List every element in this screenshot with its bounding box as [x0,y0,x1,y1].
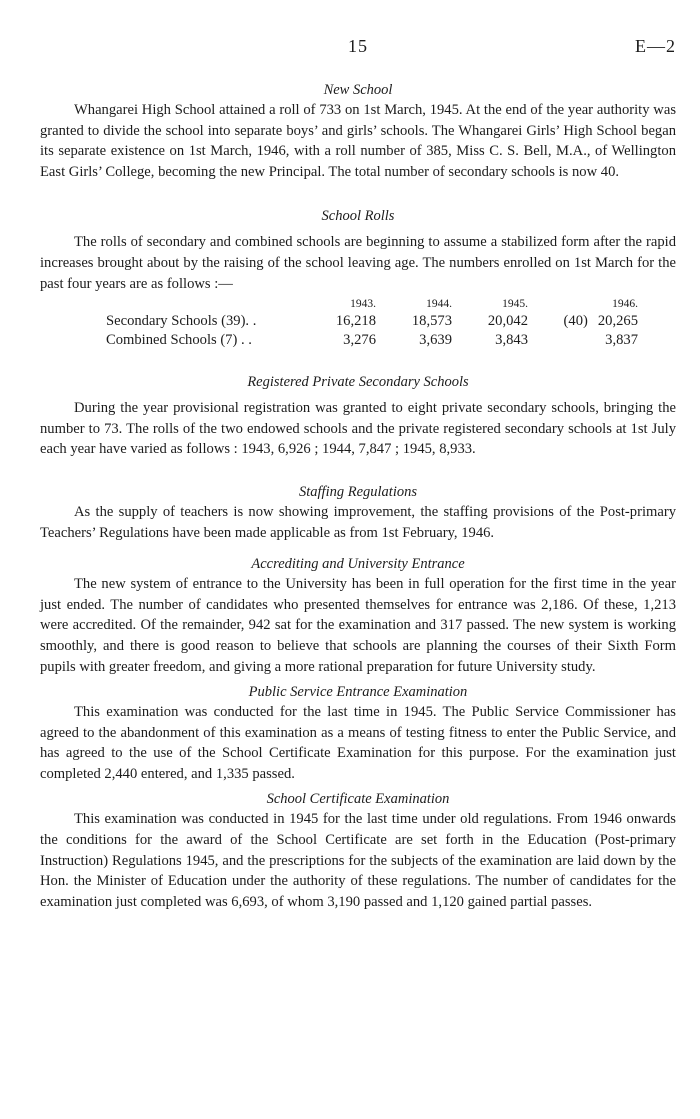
table-cell: 16,218 [335,313,376,330]
column-header-1943: 1943. [350,298,376,311]
paragraph-new-school: Whangarei High School attained a roll of 733 on 1st March, 1945. At the end of the year authority was granted to divide the school into separate boys’ and girls’ schools. The Whangarei Girls’ High School began its separate existence on 1st March, 1946, with a roll number of 385, Miss C. S. Bell, M.A., of Wellington East Girls’ College, becoming the new Principal. The total number of secondary schools is now 40. [40,102,676,180]
table-cell: 18,573 [411,313,452,330]
section-school-rolls [40,194,676,350]
paragraph-registered-private: During the year provisional registration was granted to eight private secondary schools, bringing the number to 73. The rolls of the two endowed schools and the private registered secondary schools at 1st July each year have varied as follows : 1943, 6,926 ; 1944, 7,847 ; 1945, 8,933. [40,400,676,458]
paragraph-accrediting: The new system of entrance to the University has been in full operation for the first time in the year just ended. The number of candidates who presented themselves for entrance was 2,186. Of these, 1,213 were accredited. Of the remainder, 942 sat for the examination and 317 passed. The new system is working smoothly, and there is good reason to believe that schools are planning the courses of their Sixth Form pupils with greater freedom, and giving a more rational preparation for future University study. [40,576,676,675]
paragraph-staffing: As the supply of teachers is now showing improvement, the staffing provisions of the Post-primary Teachers’ Regulations have been made applicable as from 1st February, 1946. [40,503,676,541]
table-row-secondary-schools [106,312,644,331]
column-header-1944: 1944. [426,298,452,311]
column-header-1945: 1945. [502,298,528,311]
section-heading-new-school: New School [323,82,393,98]
paragraph-school-rolls: The rolls of secondary and combined schools are beginning to assume a stabilized form after the rapid increases brought about by the raising of the school leaving age. The numbers enrolled on 1st March for the past four years are as follows :— [40,234,676,292]
section-staffing-regulations [40,470,676,543]
column-header-1946: 1946. [612,298,638,311]
table-cell: 20,042 [487,313,528,330]
section-accrediting [40,548,676,677]
section-heading-school-certificate: School Certificate Examination [266,791,450,808]
table-cell [534,312,644,331]
row-label: Secondary Schools (39). . [106,313,257,330]
rolls-table [106,296,644,350]
section-heading-public-service: Public Service Entrance Examination [248,684,468,701]
section-public-service-exam [40,682,676,784]
document-page [40,36,676,912]
table-cell: 3,639 [419,332,452,349]
table-row-combined-schools [106,331,644,350]
section-heading-accrediting: Accrediting and University Entrance [251,556,465,573]
page-header [40,36,676,64]
table-cell: 3,276 [343,332,376,349]
rolls-table-header-row [106,296,644,312]
paragraph-school-certificate: This examination was conducted in 1945 for the last time under old regulations. From 1946 onwards the conditions for the award of the School Certificate are set forth in the Education (Post-primary Instruction) Regulations 1945, and the prescriptions for the subjects of the examination are laid down by the Hon. the Minister of Education under the authority of these regulations. The number of candidates for the examination just completed was 6,693, of whom 3,190 passed and 1,120 gained partial passes. [40,811,676,910]
document-code: E—2 [635,36,676,56]
section-heading-school-rolls: School Rolls [321,208,395,225]
table-cell [534,331,644,350]
section-new-school [40,80,676,182]
section-registered-private-schools [40,360,676,460]
school-count-note: (40) [563,313,588,330]
paragraph-public-service: This examination was conducted for the last time in 1945. The Public Service Commissioner has agreed to the abandonment of this examination as a means of testing fitness to enter the Public Service, and has agreed to the use of the School Certificate Examination for this purpose. For the examination just completed 2,440 entered, and 1,335 passed. [40,704,676,782]
row-label: Combined Schools (7) . . [106,332,252,349]
table-cell: 3,843 [495,332,528,349]
section-heading-staffing: Staffing Regulations [298,483,417,500]
section-heading-registered-private: Registered Private Secondary Schools [247,374,469,391]
table-cell-value: 3,837 [605,332,638,349]
section-school-certificate [40,789,676,912]
table-cell-value: 20,265 [597,313,638,330]
page-number: 15 [348,36,368,56]
